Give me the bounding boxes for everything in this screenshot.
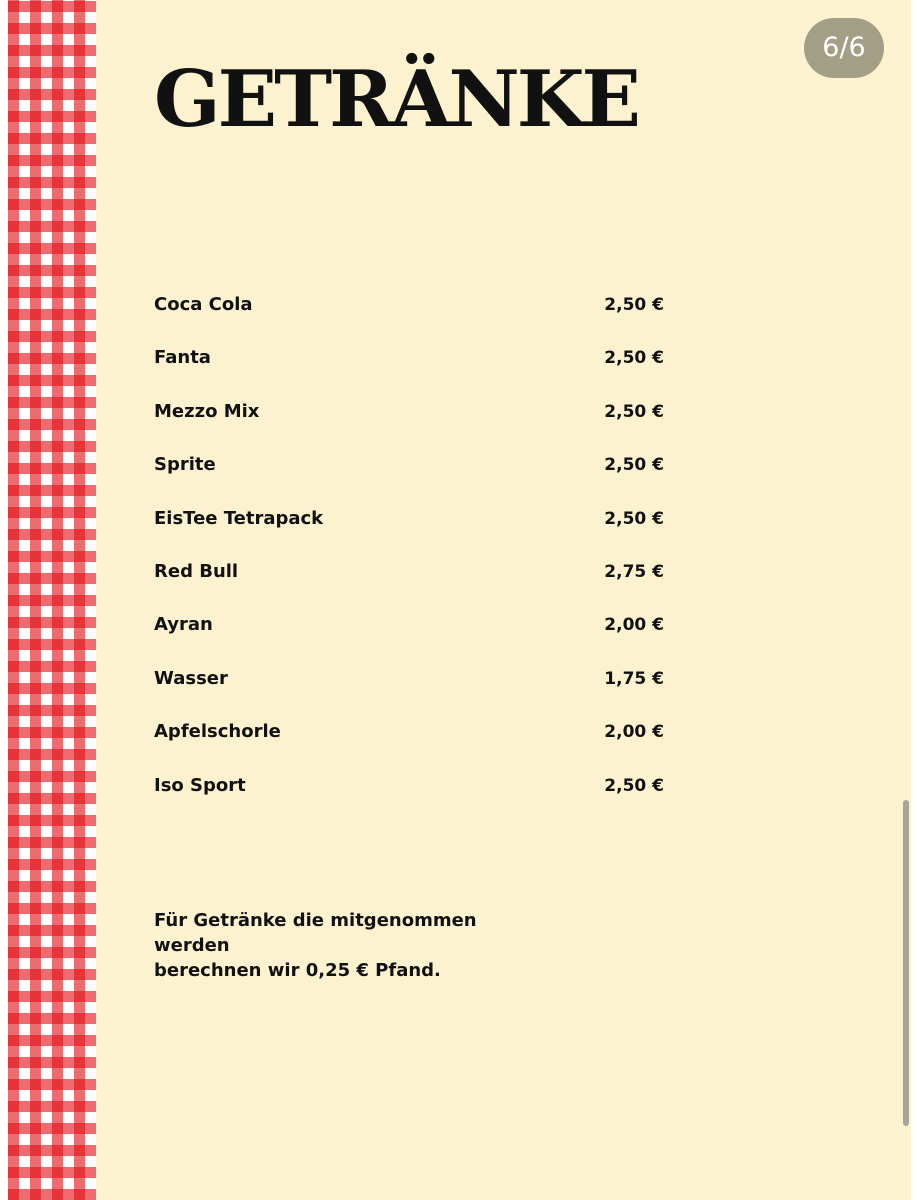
item-name: Apfelschorle (154, 721, 281, 743)
item-name: Red Bull (154, 560, 239, 582)
page-indicator-badge: 6/6 (804, 18, 884, 78)
list-item (154, 398, 664, 451)
item-price: 2,75 € (604, 561, 664, 582)
item-name: Mezzo Mix (154, 400, 260, 422)
item-price: 2,00 € (604, 722, 664, 743)
list-item (154, 291, 664, 344)
deposit-note-line-2: berechnen wir 0,25 € Pfand. (154, 960, 441, 981)
gingham-border (8, 0, 96, 1200)
deposit-note-line-1: Für Getränke die mitgenommen werden (154, 910, 477, 956)
item-price: 2,50 € (604, 295, 664, 315)
item-price: 2,50 € (604, 508, 664, 529)
scrollbar-thumb[interactable] (903, 800, 909, 1126)
drinks-list (154, 291, 664, 825)
deposit-note (154, 908, 554, 983)
item-name: Coca Cola (154, 294, 253, 315)
item-price: 2,00 € (604, 615, 664, 636)
left-page-margin (0, 0, 8, 1200)
list-item (154, 718, 664, 771)
item-name: Iso Sport (154, 774, 246, 796)
item-name: Fanta (154, 347, 211, 369)
list-item (154, 505, 664, 558)
page-title: GETRÄNKE (154, 54, 638, 145)
list-item (154, 344, 664, 397)
list-item (154, 772, 664, 825)
list-item (154, 558, 664, 611)
item-price: 1,75 € (604, 668, 664, 689)
item-price: 2,50 € (604, 401, 664, 422)
item-name: Ayran (154, 614, 213, 636)
list-item (154, 451, 664, 504)
item-price: 2,50 € (604, 775, 664, 796)
item-name: Sprite (154, 454, 216, 476)
item-name: EisTee Tetrapack (154, 507, 324, 529)
item-name: Wasser (154, 667, 228, 689)
item-price: 2,50 € (604, 348, 664, 369)
list-item (154, 611, 664, 664)
list-item (154, 665, 664, 718)
item-price: 2,50 € (604, 455, 664, 476)
right-page-edge (911, 0, 917, 1200)
